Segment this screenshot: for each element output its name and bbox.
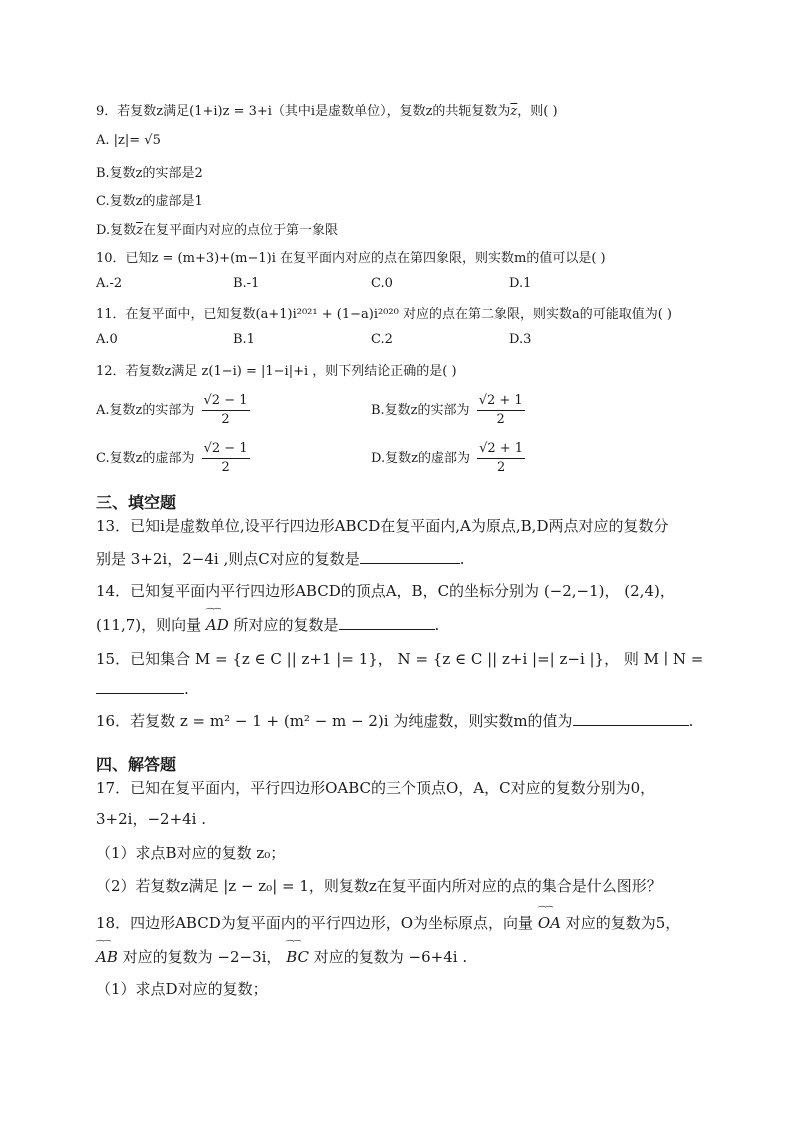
q13-line2-end: . — [459, 550, 465, 568]
q18-line2-post: 对应的复数为 −6+4i . — [313, 948, 468, 966]
q9-option-d — [96, 219, 338, 238]
section-heading-solve: 四、解答题 — [96, 755, 177, 774]
q9-conjugate-symbol: $\overline{z}$ — [510, 104, 518, 119]
q9-option-d-symbol: $\overline{z}$ — [136, 223, 143, 238]
q15-line2-end: . — [184, 680, 189, 698]
q13-line2 — [96, 548, 464, 569]
q9-option-b: B.复数z的实部是2 — [96, 166, 203, 181]
q14-line2-pre: (11,7)，则向量 — [96, 616, 202, 634]
q10-option-c: C.0 — [371, 276, 393, 291]
q12-option-c-label: C.复数z的虚部为 — [96, 451, 195, 466]
q10-option-d: D.1 — [509, 276, 532, 291]
q13-line2-text: 别是 3+2i，2−4i ,则点C对应的复数是 — [96, 550, 360, 568]
q14-line2 — [96, 614, 439, 635]
q12-option-b — [371, 392, 525, 429]
q16-line — [96, 710, 693, 731]
q12-option-a-fraction — [202, 392, 250, 429]
q18-part1: （1）求点D对应的复数； — [96, 980, 268, 998]
q16-line-text: 16．若复数 z = m² − 1 + (m² − m − 2)i 为纯虚数，则实数m的值为 — [96, 712, 573, 730]
q11-option-d: D.3 — [509, 332, 532, 347]
q11-option-b: B.1 — [233, 332, 255, 347]
q12-option-a-numerator: √2 − 1 — [202, 392, 250, 411]
q12-stem: 12．若复数z满足 z(1−i) = |1−i|+i ，则下列结论正确的是( ) — [96, 364, 457, 379]
section-heading-fill-in: 三、填空题 — [96, 493, 177, 512]
q12-option-d-label: D.复数z的虚部为 — [371, 451, 470, 466]
q12-option-b-numerator: √2 + 1 — [477, 392, 525, 411]
q9-stem — [96, 100, 558, 119]
q9-option-d-post: 在复平面内对应的点位于第一象限 — [142, 223, 338, 238]
q14-line2-end: . — [434, 616, 440, 634]
q12-option-d-denominator: 2 — [496, 460, 506, 475]
q18-vector-bc: ‿‿ BC — [286, 948, 309, 966]
q12-option-b-fraction — [477, 392, 525, 429]
q17-part1: （1）求点B对应的复数 z₀； — [96, 844, 286, 862]
q11-option-c: C.2 — [371, 332, 393, 347]
q15-line1: 15．已知集合 M = {z ∈ C || z+1 |= 1}， N = {z ∈ C || z+i |=| z−i |}， 则 M ∣ N = — [96, 650, 704, 668]
q17-line2: 3+2i，−2+4i . — [96, 810, 207, 828]
q10-option-a: A.-2 — [96, 276, 123, 291]
q15-answer-blank — [96, 692, 184, 694]
q14-line2-post: 所对应的复数是 — [233, 616, 339, 634]
q14-line1: 14．已知复平面内平行四边形ABCD的顶点A，B，C的坐标分别为 (−2,−1)， (2,4)， — [96, 582, 675, 600]
q9-stem-text: 9．若复数z满足(1+i)z = 3+i（其中i是虚数单位），复数z的共轭复数为 — [96, 104, 511, 119]
q11-stem: 11．在复平面中，已知复数(a+1)i²⁰²¹ + (1−a)i²⁰²⁰ 对应的点在第二象限，则实数a的可能取值为( ) — [96, 307, 672, 322]
q18-line1-post: 对应的复数为5， — [565, 914, 681, 932]
q18-line1-pre: 18．四边形ABCD为复平面内的平行四边形，O为坐标原点，向量 — [96, 914, 534, 932]
q12-option-c-numerator: √2 − 1 — [202, 440, 250, 459]
q18-line1 — [96, 912, 680, 933]
q12-option-d-fraction — [477, 440, 525, 477]
q11-option-a: A.0 — [96, 332, 118, 347]
q17-line1: 17．已知在复平面内，平行四边形OABC的三个顶点O，A，C对应的复数分别为0， — [96, 779, 656, 797]
q12-option-a — [96, 392, 250, 429]
q9-option-d-pre: D.复数 — [96, 223, 137, 238]
q14-answer-blank — [339, 628, 435, 630]
q12-option-b-label: B.复数z的实部为 — [371, 403, 470, 418]
q12-option-a-label: A.复数z的实部为 — [96, 403, 195, 418]
q9-option-c: C.复数z的虚部是1 — [96, 194, 203, 209]
q17-part2: （2）若复数z满足 |z − z₀| = 1，则复数z在复平面内所对应的点的集合是什么图形？ — [96, 877, 662, 895]
q13-answer-blank — [360, 562, 460, 564]
q9-option-a: A. |z|= √5 — [96, 133, 161, 148]
q18-line2 — [96, 946, 467, 967]
q16-answer-blank — [573, 724, 689, 726]
q16-line-end: . — [688, 712, 694, 730]
q18-line2-mid: 对应的复数为 −2−3i， — [122, 948, 282, 966]
q12-option-c-fraction — [202, 440, 250, 477]
q12-option-a-denominator: 2 — [221, 412, 230, 427]
q12-option-c — [96, 440, 250, 477]
q12-option-d — [371, 440, 525, 477]
q10-option-b: B.-1 — [233, 276, 260, 291]
q9-stem-end: ，则( ) — [517, 104, 558, 119]
q10-stem: 10．已知z = (m+3)+(m−1)i 在复平面内对应的点在第四象限，则实数m的值可以是( ) — [96, 251, 606, 266]
q12-option-d-numerator: √2 + 1 — [477, 440, 525, 459]
q14-vector-ad: ‿‿ AD — [206, 616, 229, 634]
q18-vector-oa: ‿‿ OA — [538, 914, 561, 932]
q18-vector-ab: ‿‿ AB — [96, 948, 118, 966]
q12-option-b-denominator: 2 — [496, 412, 505, 427]
q15-line2 — [96, 680, 189, 698]
q13-line1: 13．已知i是虚数单位,设平行四边形ABCD在复平面内,A为原点,B,D两点对应的复数分 — [96, 517, 669, 535]
q12-option-c-denominator: 2 — [221, 460, 230, 475]
